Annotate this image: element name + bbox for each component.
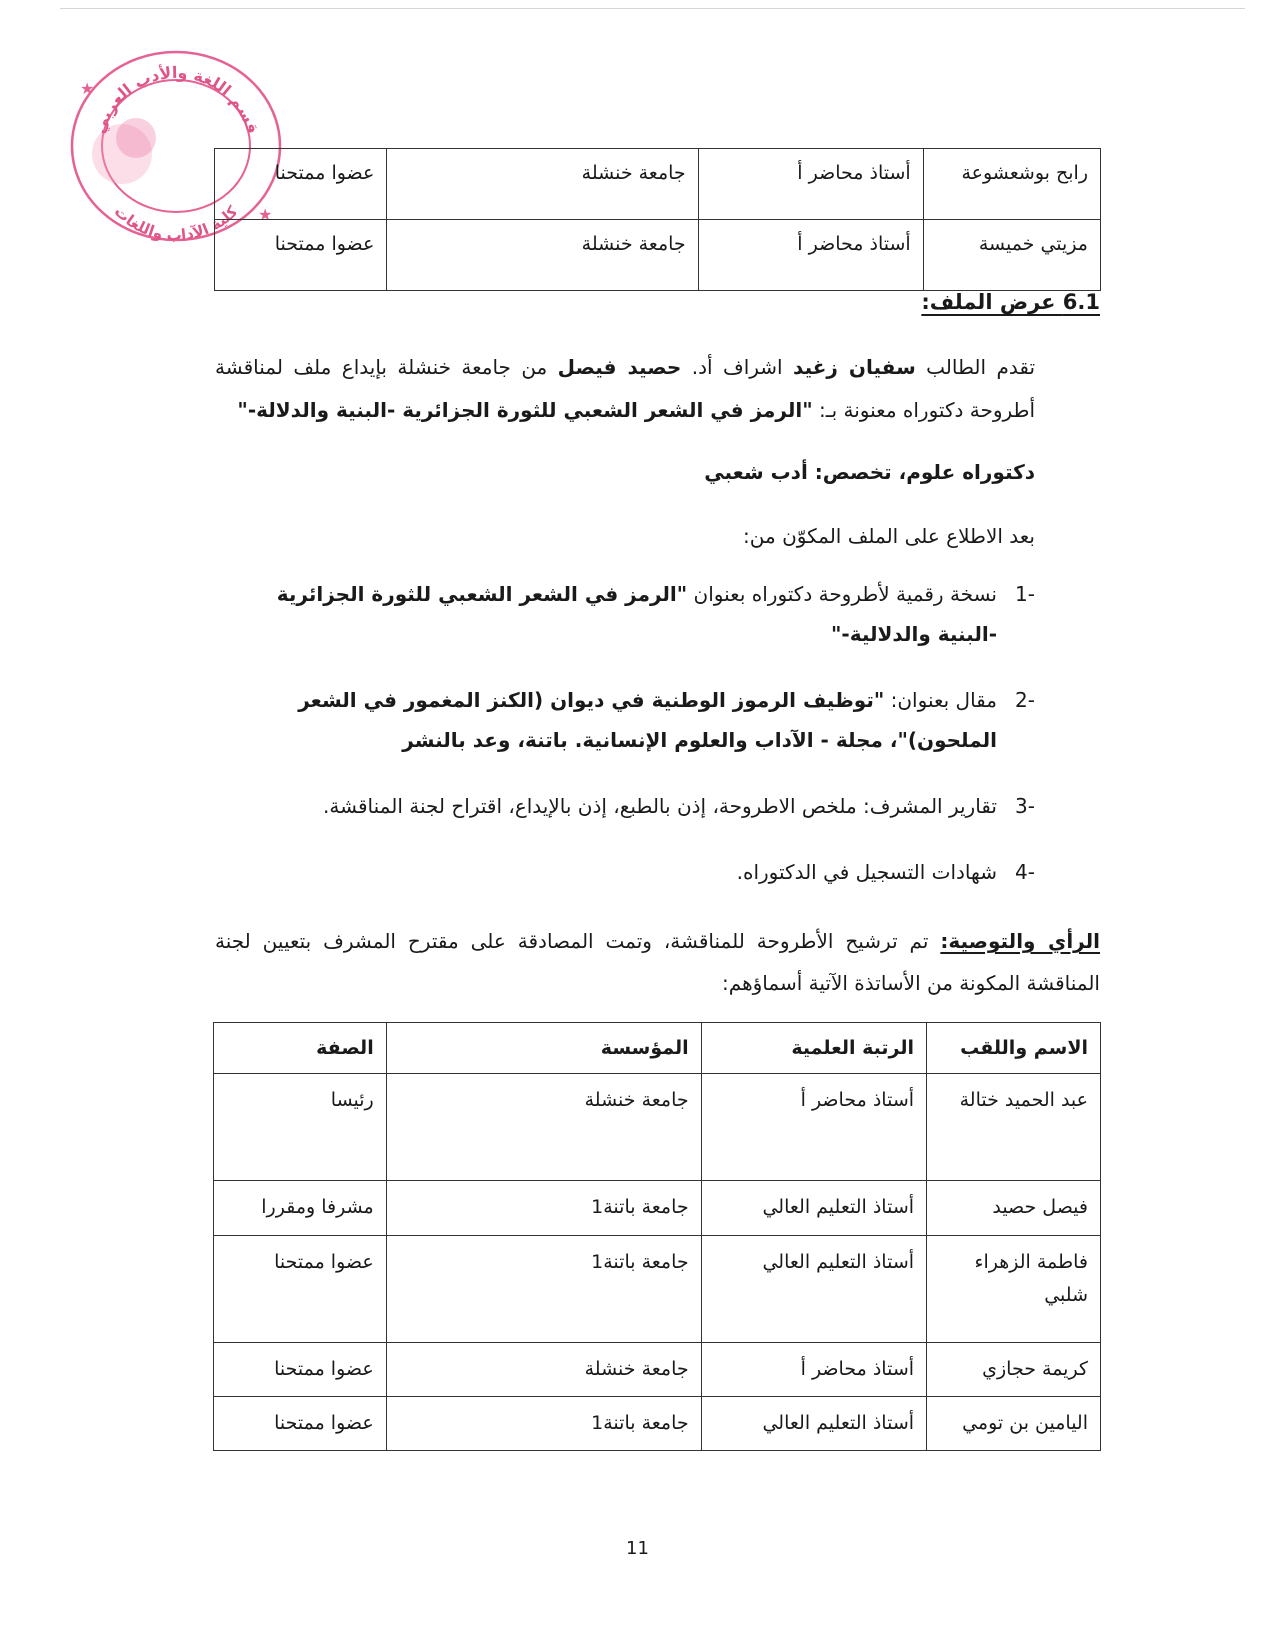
institution-cell: جامعة خنشلة (387, 220, 698, 291)
name-cell: فاطمة الزهراء شلبي (927, 1235, 1101, 1342)
supervisor-name: حصيد فيصل (557, 355, 682, 379)
rank-cell: أستاذ محاضر أ (698, 149, 923, 220)
scan-edge-line (60, 8, 1245, 9)
svg-text:★: ★ (80, 79, 95, 98)
name-cell: اليامين بن تومي (927, 1396, 1101, 1450)
role-cell: رئيسا (214, 1074, 387, 1181)
student-name: سفيان زغيد (793, 355, 916, 379)
item-text: مقال بعنوان: (884, 688, 997, 712)
rank-cell: أستاذ التعليم العالي (701, 1181, 926, 1235)
page-number: 11 (626, 1538, 649, 1559)
name-cell: كريمة حجازي (927, 1342, 1101, 1396)
role-cell: عضوا ممتحنا (214, 1396, 387, 1450)
table-row (214, 1074, 1101, 1181)
opinion-recommendation (215, 920, 1100, 1004)
item-text: تقارير المشرف: ملخص الاطروحة، إذن بالطبع، إذن بالإيداع، اقتراح لجنة المناقشة. (323, 794, 997, 818)
file-presentation-paragraph (215, 346, 1035, 432)
thesis-title: "الرمز في الشعر الشعبي للثورة الجزائرية -البنية والدلالة-" (237, 398, 813, 422)
svg-text:★: ★ (258, 205, 273, 224)
institution-cell: جامعة خنشلة (386, 1342, 701, 1396)
table-row (214, 1342, 1101, 1396)
name-cell: عبد الحميد ختالة (927, 1074, 1101, 1181)
item-bold-text: "توظيف الرموز الوطنية في ديوان (الكنز المغمور في الشعر الملحون)"، مجلة - الآداب والعلوم الإنسانية. باتنة، وعد بالنشر (298, 688, 997, 752)
role-cell: عضوا ممتحنا (214, 1342, 387, 1396)
stamp-bottom-text: كلية الآداب واللغات (110, 202, 242, 244)
list-item (215, 574, 1035, 654)
list-item (215, 852, 1035, 892)
jury-table-continued (214, 148, 1101, 291)
item-number: -3 (1015, 794, 1035, 818)
table-row (215, 220, 1101, 291)
role-cell: عضوا ممتحنا (214, 1235, 387, 1342)
list-item (215, 680, 1035, 760)
file-documents-list (215, 574, 1035, 918)
rank-cell: أستاذ محاضر أ (698, 220, 923, 291)
para-text: تقدم الطالب (915, 355, 1036, 379)
table-row (214, 1235, 1101, 1342)
table-row (214, 1181, 1101, 1235)
stamp-ring-text: قسم اللغة والأدب العربي (89, 62, 263, 136)
rank-cell: أستاذ التعليم العالي (701, 1396, 926, 1450)
item-text: نسخة رقمية لأطروحة دكتوراه بعنوان (687, 582, 997, 606)
file-contents-intro: بعد الاطلاع على الملف المكوّن من: (743, 524, 1035, 548)
institution-cell: جامعة باتنة1 (386, 1235, 701, 1342)
opinion-label: الرأي والتوصية: (940, 929, 1100, 953)
rank-cell: أستاذ محاضر أ (701, 1074, 926, 1181)
rank-cell: أستاذ محاضر أ (701, 1342, 926, 1396)
name-cell: فيصل حصيد (927, 1181, 1101, 1235)
jury-table (213, 1022, 1101, 1451)
header-institution: المؤسسة (386, 1023, 701, 1074)
item-number: -1 (1015, 582, 1035, 606)
rank-cell: أستاذ التعليم العالي (701, 1235, 926, 1342)
header-role: الصفة (214, 1023, 387, 1074)
name-cell: مزيتي خميسة (923, 220, 1100, 291)
header-name: الاسم واللقب (927, 1023, 1101, 1074)
para-text: من جامعة خنشلة بإيداع ملف لمناقشة أطروحة دكتوراه معنونة بـ: (215, 355, 1035, 422)
role-cell: عضوا ممتحنا (215, 149, 387, 220)
item-number: -2 (1015, 688, 1035, 712)
role-cell: مشرفا ومقررا (214, 1181, 387, 1235)
institution-cell: جامعة باتنة1 (386, 1181, 701, 1235)
name-cell: رابح بوشعشوعة (923, 149, 1100, 220)
header-rank: الرتبة العلمية (701, 1023, 926, 1074)
item-text: شهادات التسجيل في الدكتوراه. (736, 860, 997, 884)
section-title: 6.1 عرض الملف: (921, 290, 1100, 314)
item-number: -4 (1015, 860, 1035, 884)
role-cell: عضوا ممتحنا (215, 220, 387, 291)
list-item (215, 786, 1035, 826)
specialty-line: دكتوراه علوم، تخصص: أدب شعبي (704, 460, 1035, 484)
table-row (214, 1396, 1101, 1450)
institution-cell: جامعة باتنة1 (386, 1396, 701, 1450)
opinion-text: تم ترشيح الأطروحة للمناقشة، وتمت المصادقة على مقترح المشرف بتعيين لجنة المناقشة المكونة من الأساتذة الآتية أسماؤهم: (215, 929, 1100, 995)
institution-cell: جامعة خنشلة (387, 149, 698, 220)
item-bold-text: "الرمز في الشعر الشعبي للثورة الجزائرية -البنية والدلالية-" (276, 582, 997, 646)
para-text: اشراف أد. (681, 355, 794, 379)
table-header-row (214, 1023, 1101, 1074)
institution-cell: جامعة خنشلة (386, 1074, 701, 1181)
table-row (215, 149, 1101, 220)
